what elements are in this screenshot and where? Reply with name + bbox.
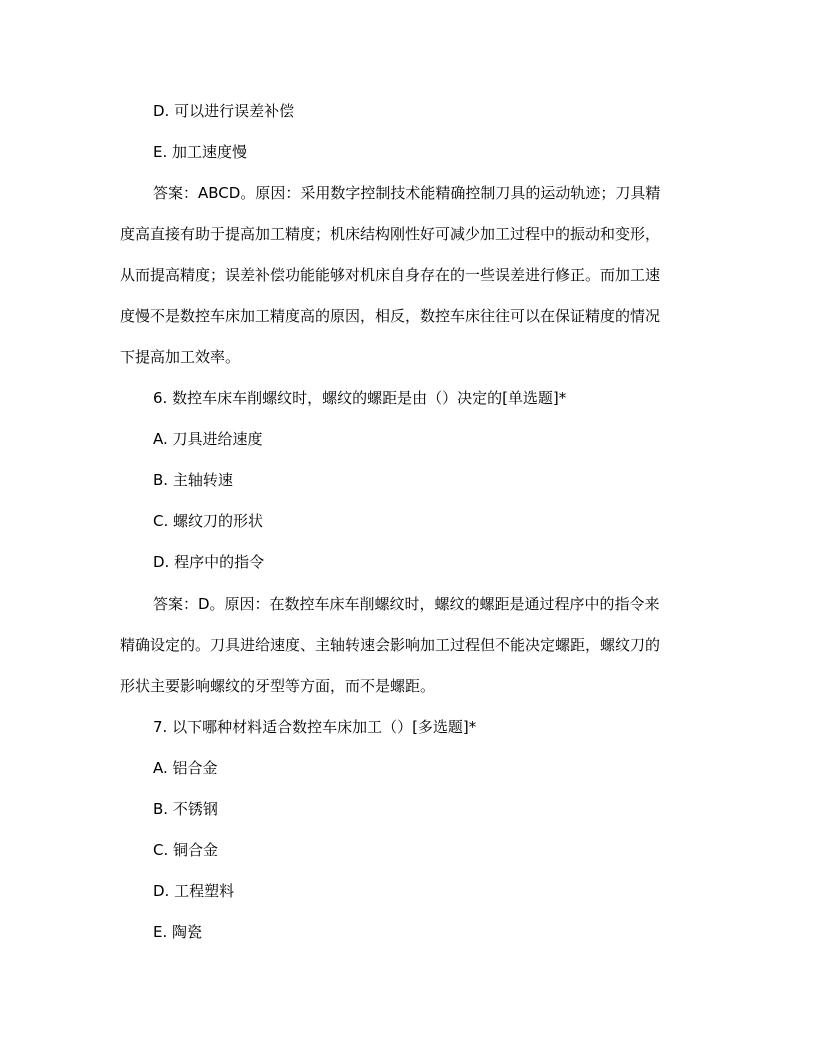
q6-answer-line-2: 精确设定的。刀具进给速度、主轴转速会影响加工过程但不能决定螺距，螺纹刀的 — [120, 636, 661, 654]
q6-option-a: A. 刀具进给速度 — [153, 430, 263, 448]
q5-option-e: E. 加工速度慢 — [153, 143, 248, 161]
q7-option-d: D. 工程塑料 — [153, 882, 235, 900]
q6-option-b: B. 主轴转速 — [153, 471, 233, 489]
q5-option-d: D. 可以进行误差补偿 — [153, 102, 295, 120]
q7-option-a: A. 铝合金 — [153, 759, 218, 777]
q6-option-c: C. 螺纹刀的形状 — [153, 512, 264, 530]
q7-option-b: B. 不锈钢 — [153, 800, 218, 818]
q6-answer-line-3: 形状主要影响螺纹的牙型等方面，而不是螺距。 — [120, 677, 436, 695]
q6-question: 6. 数控车床车削螺纹时，螺纹的螺距是由（）决定的[单选题]* — [153, 389, 567, 407]
q5-answer-line-2: 度高直接有助于提高加工精度；机床结构刚性好可减少加工过程中的振动和变形， — [120, 225, 661, 243]
q7-option-e: E. 陶瓷 — [153, 923, 203, 941]
q7-option-c: C. 铜合金 — [153, 841, 219, 859]
q5-answer-line-1: 答案：ABCD。原因：采用数字控制技术能精确控制刀具的运动轨迹；刀具精 — [153, 184, 661, 202]
q6-answer-line-1: 答案：D。原因：在数控车床车削螺纹时，螺纹的螺距是通过程序中的指令来 — [153, 595, 660, 613]
q5-answer-line-3: 从而提高精度；误差补偿功能能够对机床自身存在的一些误差进行修正。而加工速 — [120, 266, 661, 284]
q5-answer-line-5: 下提高加工效率。 — [120, 348, 241, 366]
q7-question: 7. 以下哪种材料适合数控车床加工（）[多选题]* — [153, 718, 477, 736]
q6-option-d: D. 程序中的指令 — [153, 553, 265, 571]
q5-answer-line-4: 度慢不是数控车床加工精度高的原因，相反，数控车床往往可以在保证精度的情况 — [120, 307, 661, 325]
